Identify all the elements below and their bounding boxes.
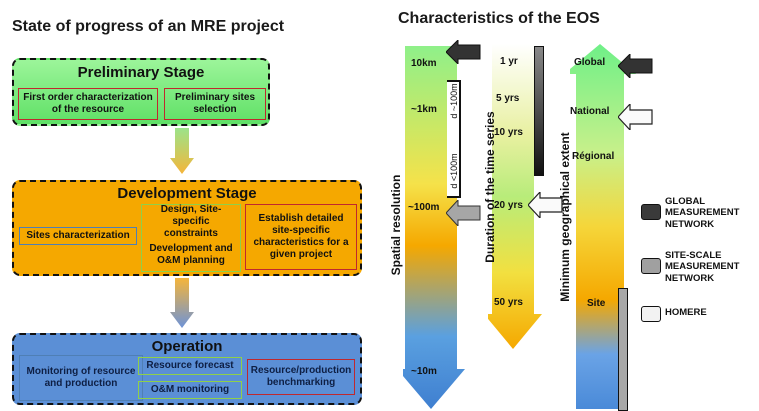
extent-tick-global: Global: [574, 57, 606, 68]
right-title: Characteristics of the EOS: [398, 10, 600, 27]
duration-tick-50yrs: 50 yrs: [494, 297, 523, 308]
development-planning-box: Development and O&M planning: [149, 243, 233, 266]
spatial-tick-10m: ~10m: [411, 366, 437, 377]
duration-axis-label: Duration of the time series: [483, 111, 497, 263]
bracket-label-d100: d ~100m: [449, 83, 459, 119]
duration-tick-10yrs: 10 yrs: [494, 127, 523, 138]
global-network-marker-icon: [618, 54, 654, 78]
duration-tick-20yrs: 20 yrs: [494, 200, 523, 211]
development-stage: [12, 180, 362, 276]
spatial-axis-label: Spatial resolution: [389, 174, 403, 276]
sites-characterization-box: Sites characterization: [19, 227, 137, 245]
first-order-characterization-box: First order characterization of the resource: [18, 88, 158, 120]
spatial-tick-1km: ~1km: [411, 104, 437, 115]
legend-swatch-global: [641, 204, 661, 220]
global-duration-bar: [534, 46, 544, 176]
site-scale-marker-icon: [446, 200, 482, 226]
om-monitoring-box: O&M monitoring: [138, 381, 242, 399]
down-arrow-icon: [170, 278, 194, 328]
spatial-tick-10km: 10km: [411, 58, 437, 69]
development-stage-title: Development Stage: [117, 185, 257, 202]
legend-label-global: GLOBAL MEASUREMENT NETWORK: [665, 196, 740, 230]
extent-tick-national: National: [570, 106, 610, 117]
duration-tick-1yr: 1 yr: [500, 56, 518, 67]
benchmarking-box: Resource/production benchmarking: [247, 359, 355, 395]
resource-forecast-box: Resource forecast: [138, 357, 242, 375]
duration-tick-5yrs: 5 yrs: [496, 93, 520, 104]
design-constraints-box: Design, Site-specific constraints: [160, 204, 222, 239]
legend-swatch-homere: [641, 306, 661, 322]
preliminary-sites-selection-box: Preliminary sites selection: [164, 88, 266, 120]
global-network-marker-icon: [446, 40, 482, 64]
site-scale-extent-bar: [618, 288, 628, 411]
down-arrow-icon: [170, 128, 194, 174]
extent-tick-site: Site: [587, 298, 606, 309]
homere-marker-icon: [618, 104, 654, 130]
operation-stage-title: Operation: [151, 338, 223, 355]
legend-swatch-site-scale: [641, 258, 661, 274]
left-title: State of progress of an MRE project: [12, 18, 285, 35]
monitoring-resource-box: Monitoring of resource and production: [19, 355, 143, 401]
operation-stage: [12, 333, 362, 405]
design-planning-group: [141, 204, 241, 272]
spatial-tick-100m: ~100m: [408, 202, 440, 213]
legend-label-site-scale: SITE-SCALE MEASUREMENT NETWORK: [665, 250, 740, 284]
extent-axis-label: Minimum geographical extent: [558, 132, 572, 302]
site-specific-characteristics-box: Establish detailed site-specific characteristics for a given project: [245, 204, 357, 270]
preliminary-stage-title: Preliminary Stage: [77, 64, 205, 81]
preliminary-stage: [12, 58, 270, 126]
bracket-label-dlt100: d <100m: [449, 153, 459, 189]
legend-label-homere: HOMERE: [665, 307, 707, 318]
extent-tick-regional: Régional: [572, 151, 615, 162]
